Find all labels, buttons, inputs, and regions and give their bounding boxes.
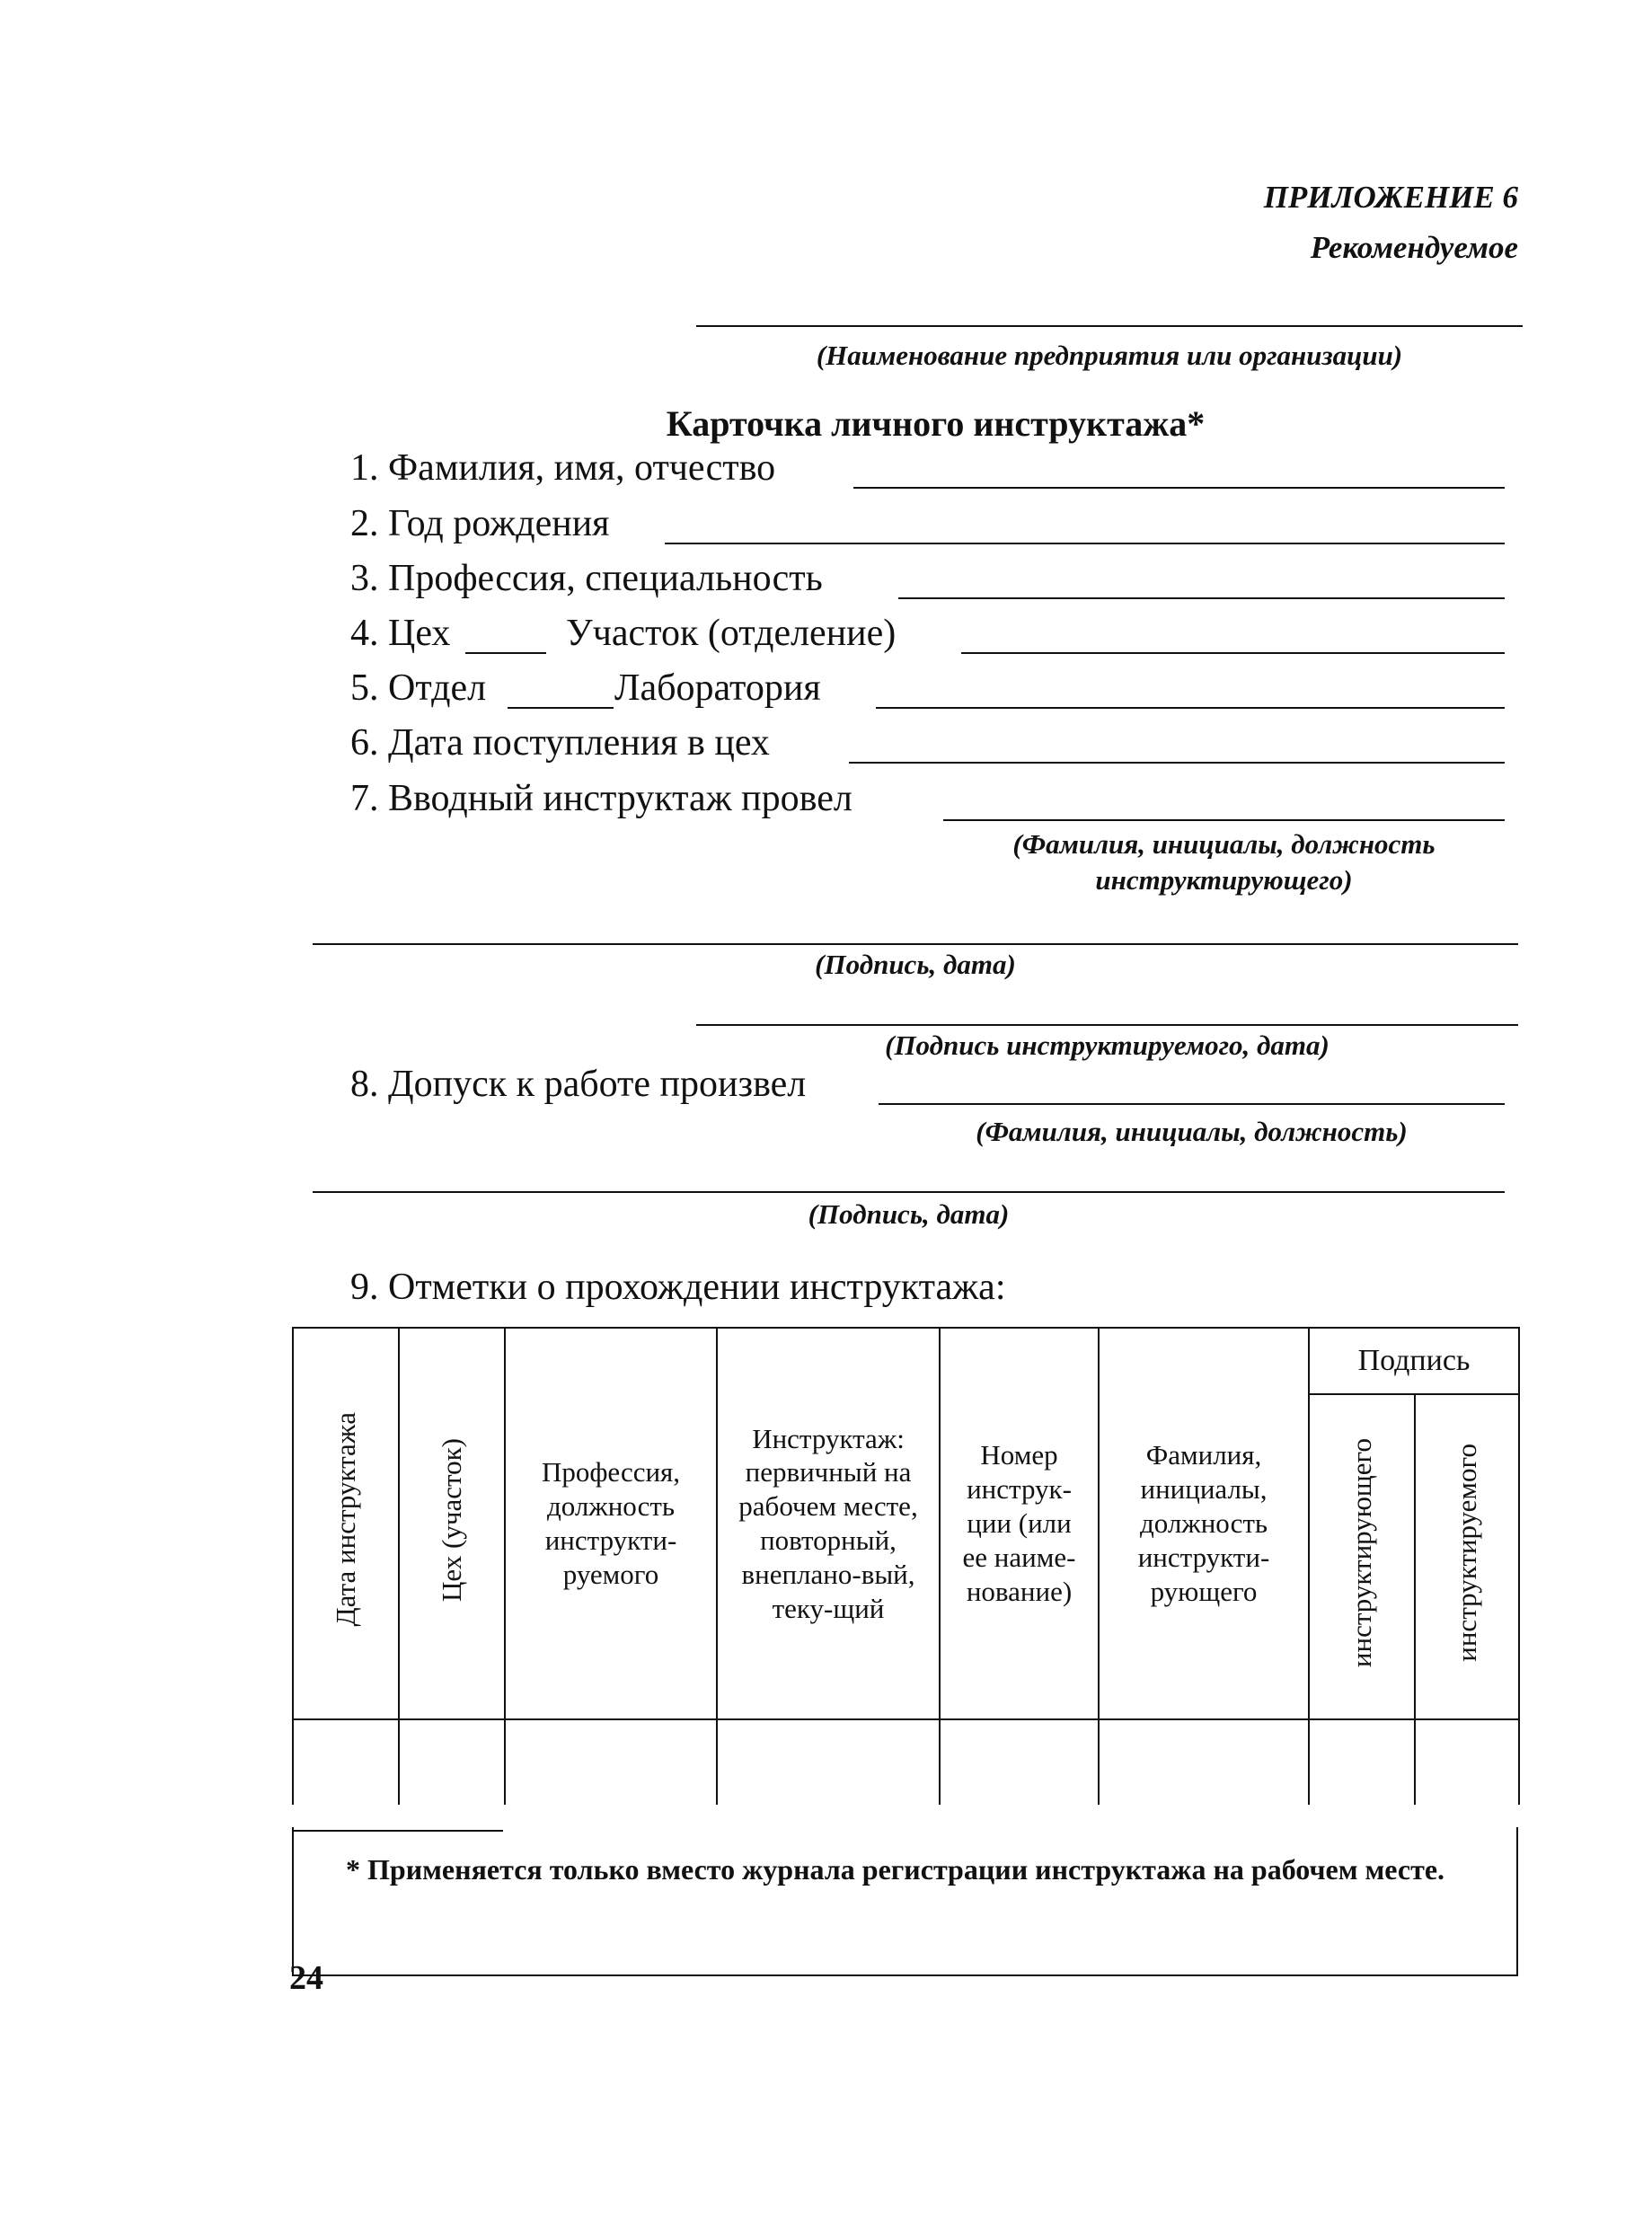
field-2-label: 2. Год рождения [350,503,610,544]
table-row [293,1719,1519,1805]
field-5-dept-line[interactable] [508,707,614,709]
field-4-section-label: Участок (отделение) [566,613,897,654]
field-5-label: 5. Отдел [350,667,487,709]
field-1-label: 1. Фамилия, имя, отчество [350,447,776,489]
field-5-lab-label: Лаборатория [614,667,821,709]
instruction-table [292,1327,1520,1805]
card-title: Карточка личного инструктажа* [666,403,1206,444]
cell-instructor[interactable] [1099,1719,1309,1805]
trainee-signature-line[interactable] [696,1024,1518,1026]
field-5-lab-line[interactable] [876,707,1505,709]
field-8-label: 8. Допуск к работе произвел [350,1064,807,1105]
field-6-label: 6. Дата поступления в цех [350,722,770,764]
field-4-shop-line[interactable] [465,652,546,654]
admit-caption: (Фамилия, инициалы, должность) [976,1116,1408,1147]
col-sig-instructor-label: инструктирующего [1346,1438,1378,1668]
cell-profession[interactable] [505,1719,717,1805]
cell-sig-trainee[interactable] [1415,1719,1519,1805]
org-caption: (Наименование предприятия или организации) [816,340,1403,371]
trainee-sign-caption: (Подпись инструктируемого, дата) [885,1029,1330,1061]
field-4-section-line[interactable] [961,652,1505,654]
appendix-label: ПРИЛОЖЕНИЕ 6 [1263,180,1518,215]
footnote-rule [292,1830,503,1832]
instructor-caption-1: (Фамилия, инициалы, должность [1012,828,1436,860]
field-7-label: 7. Вводный инструктаж провел [350,778,853,819]
field-2-line[interactable] [665,543,1505,544]
field-8-line[interactable] [879,1103,1505,1105]
col-type-header: Инструктаж: первичный на рабочем месте, повторный, внеплано-вый, теку-щий [717,1328,940,1719]
col-profession-header: Профессия, должность инструкти-руемого [505,1328,717,1719]
col-shop-header [399,1328,505,1719]
field-6-line[interactable] [849,762,1505,764]
field-3-label: 3. Профессия, специальность [350,558,823,599]
col-sig-instructor-header [1309,1394,1415,1719]
col-number-header: Номер инструк-ции (или ее наиме-нование) [940,1328,1099,1719]
instructor-signature-line[interactable] [313,943,1518,945]
page-number: 24 [289,1959,323,1997]
footnote-text: * Применяется только вместо журнала регистрации инструктажа на рабочем месте. [346,1853,1445,1886]
cell-date[interactable] [293,1719,399,1805]
col-instructor-header: Фамилия, инициалы, должность инструкти-рующего [1099,1328,1309,1719]
col-date-label: Дата инструктажа [330,1412,362,1627]
cell-shop[interactable] [399,1719,505,1805]
field-3-line[interactable] [898,597,1505,599]
sign-date-caption-1: (Подпись, дата) [815,949,1016,980]
org-name-line[interactable] [696,325,1523,327]
col-shop-label: Цех (участок) [436,1437,468,1602]
col-date-header [293,1328,399,1719]
field-1-line[interactable] [853,487,1505,489]
col-sig-trainee-header [1415,1394,1519,1719]
admitter-signature-line[interactable] [313,1191,1505,1193]
field-9-label: 9. Отметки о прохождении инструктажа: [350,1267,1006,1308]
instructor-caption-2: инструктирующего) [1095,864,1353,896]
col-sig-trainee-label: инструктируемого [1451,1444,1483,1662]
cell-number[interactable] [940,1719,1099,1805]
field-7-line[interactable] [943,819,1505,821]
sign-date-caption-2: (Подпись, дата) [808,1198,1010,1230]
field-4-label: 4. Цех [350,613,451,654]
col-signature-header: Подпись [1309,1328,1519,1394]
cell-type[interactable] [717,1719,940,1805]
cell-sig-instructor[interactable] [1309,1719,1415,1805]
status-label: Рекомендуемое [1310,230,1518,265]
